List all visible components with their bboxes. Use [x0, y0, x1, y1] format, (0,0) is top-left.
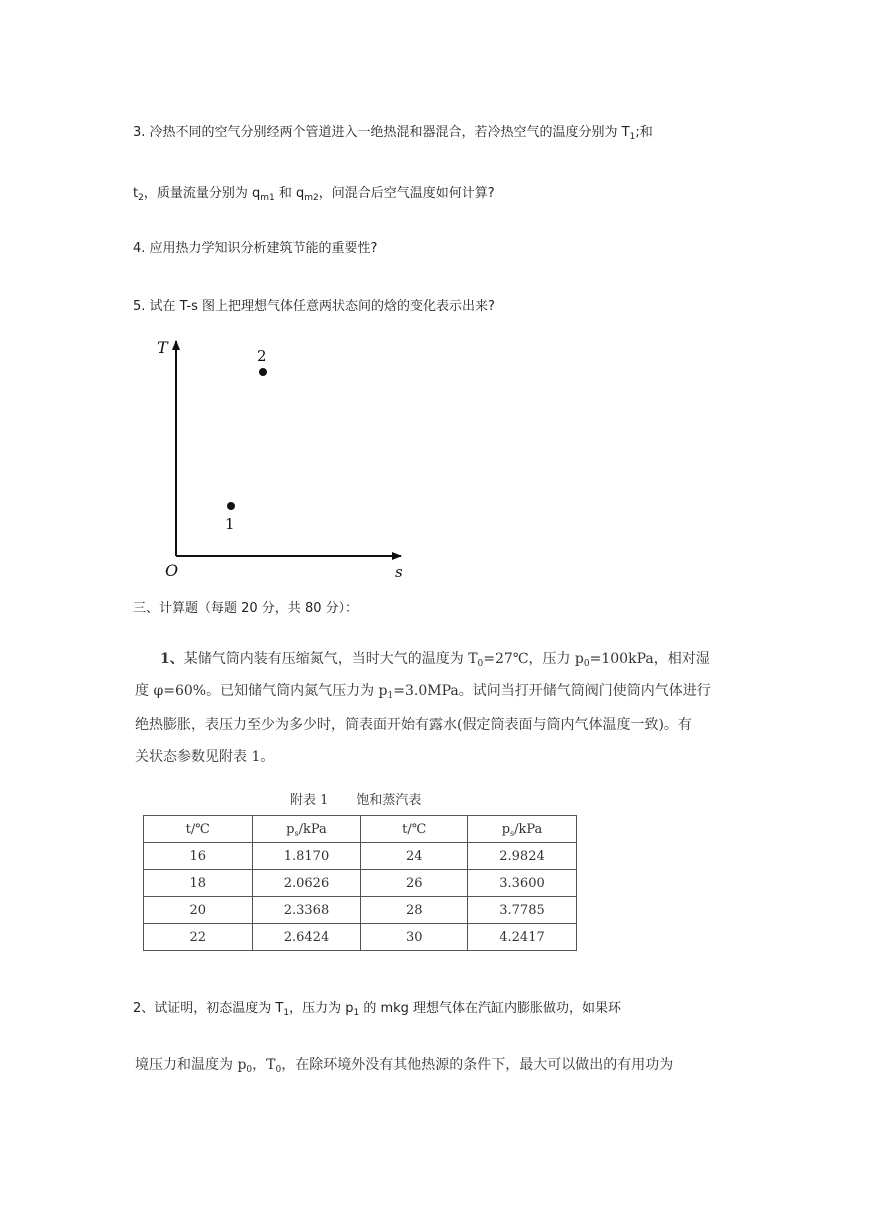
table-cell: 28 [361, 897, 468, 924]
table-cell: 2.9824 [468, 843, 577, 870]
text: =100kPa，相对湿 [589, 651, 710, 667]
problem-1-line-4: 关状态参数见附表 1。 [135, 749, 275, 765]
subscript: 0 [246, 1065, 253, 1075]
text: 境压力和温度为 p [135, 1057, 247, 1073]
subscript: 1 [353, 1008, 360, 1018]
subscript: 0 [583, 659, 590, 669]
text: 2、试证明，初态温度为 T [133, 1001, 284, 1016]
state-point-2 [259, 368, 267, 376]
table-cell: 2.6424 [252, 924, 361, 951]
table-row [144, 843, 577, 870]
text: 和 q [274, 186, 305, 201]
text: p [501, 821, 511, 837]
text: ，压力为 p [289, 1001, 354, 1016]
header-temperature: t/℃ [144, 816, 253, 843]
table-cell: 18 [144, 870, 253, 897]
table-cell: 26 [361, 870, 468, 897]
text: ;和 [635, 125, 653, 140]
problem-2-line-1 [133, 1000, 621, 1018]
s-axis-label: s [395, 563, 403, 581]
subscript: 1 [283, 1008, 290, 1018]
subscript: s [510, 828, 515, 838]
state-point-1 [227, 502, 235, 510]
text: 某储气筒内装有压缩氮气，当时大气的温度为 T [183, 651, 478, 667]
question-3-line-2 [133, 185, 495, 203]
subscript: 0 [477, 659, 484, 669]
table-row [144, 897, 577, 924]
origin-label: O [165, 561, 179, 580]
subscript: m1 [260, 193, 275, 203]
table-cell: 30 [361, 924, 468, 951]
subscript: 1 [387, 691, 394, 701]
table-row [144, 870, 577, 897]
state-point-2-label: 2 [257, 347, 267, 365]
problem-1-line-3: 绝热膨胀，表压力至少为多少时，筒表面开始有露水(假定筒表面与筒内气体温度一致)。有 [135, 717, 692, 733]
text: ，在除环境外没有其他热源的条件下，最大可以做出的有用功为 [281, 1057, 674, 1073]
table-cell: 24 [361, 843, 468, 870]
question-5: 5. 试在 T-s 图上把理想气体任意两状态间的焓的变化表示出来? [133, 299, 495, 314]
text: ，问混合后空气温度如何计算? [318, 186, 495, 201]
t-axis-label: T [157, 338, 168, 357]
table-row [144, 924, 577, 951]
text: t [133, 186, 139, 201]
table-cell: 3.3600 [468, 870, 577, 897]
text: 3. 冷热不同的空气分别经两个管道进入一绝热混和器混合，若冷热空气的温度分别为 T [133, 125, 630, 140]
header-pressure [252, 816, 361, 843]
problem-number: 1、 [160, 651, 184, 667]
subscript: 2 [138, 193, 144, 203]
text: =3.0MPa。试问当打开储气筒阀门使筒内气体进行 [393, 683, 711, 699]
subscript: m2 [304, 193, 319, 203]
subscript: 1 [629, 132, 636, 142]
table-caption [290, 789, 421, 808]
state-point-1-label: 1 [225, 515, 235, 533]
table-cell: 2.0626 [252, 870, 361, 897]
table-cell: 20 [144, 897, 253, 924]
table-cell: 22 [144, 924, 253, 951]
ts-diagram [133, 333, 433, 583]
problem-2-line-2 [135, 1052, 673, 1078]
table-caption-number: 附表 1 [290, 793, 329, 808]
header-pressure [468, 816, 577, 843]
question-4: 4. 应用热力学知识分析建筑节能的重要性? [133, 241, 378, 256]
table-cell: 16 [144, 843, 253, 870]
subscript: s [294, 828, 299, 838]
table-cell: 2.3368 [252, 897, 361, 924]
header-temperature: t/℃ [361, 816, 468, 843]
saturated-steam-table [143, 815, 577, 951]
table-header-row [144, 816, 577, 843]
table-cell: 4.2417 [468, 924, 577, 951]
problem-1-line-1 [160, 646, 710, 672]
table-caption-title: 饱和蒸汽表 [356, 793, 422, 808]
text: 度 φ=60%。已知储气筒内氮气压力为 p [135, 683, 388, 699]
text: /kPa [514, 821, 543, 837]
text: ，T [252, 1057, 276, 1073]
table-cell: 1.8170 [252, 843, 361, 870]
text: p [286, 821, 295, 837]
text: 的 mkg 理想气体在汽缸内膨胀做功，如果环 [359, 1001, 622, 1016]
text: /kPa [298, 821, 327, 837]
section-3-heading: 三、计算题（每题 20 分，共 80 分）： [133, 601, 359, 616]
table-cell: 3.7785 [468, 897, 577, 924]
text: ，质量流量分别为 q [143, 186, 261, 201]
text: =27℃，压力 p [483, 651, 584, 667]
problem-1-line-2 [135, 678, 711, 704]
subscript: 0 [275, 1065, 282, 1075]
question-3-line-1 [133, 124, 653, 142]
